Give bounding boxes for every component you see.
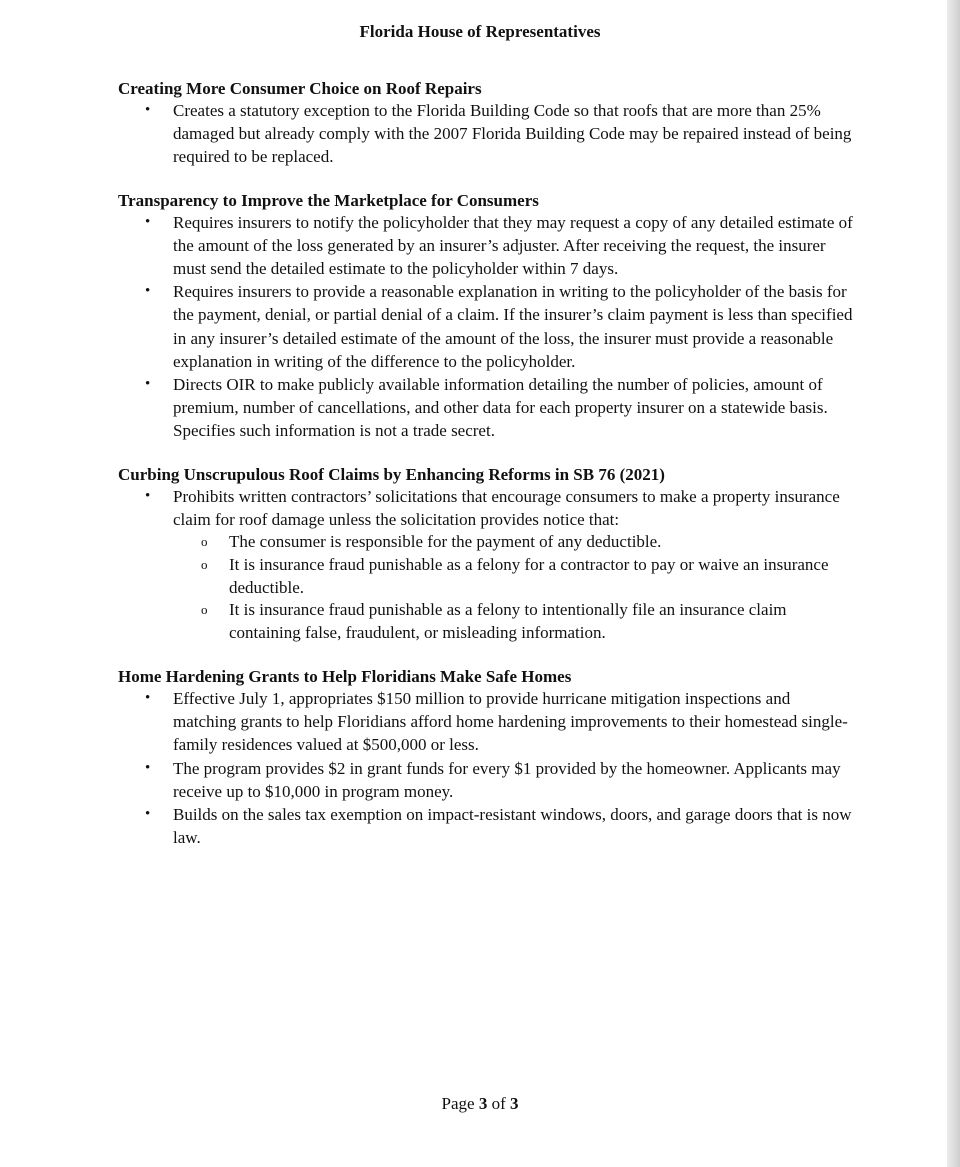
section-heading: Curbing Unscrupulous Roof Claims by Enhancing Reforms in SB 76 (2021)	[118, 464, 665, 484]
bullet-list	[118, 485, 853, 645]
list-item-text: Directs OIR to make publicly available information detailing the number of policies, amount of premium, number of cancellations, and other data for each property insurer on a statewide basis. Specifies such information is not a trade secret.	[173, 375, 828, 441]
sub-list-item	[173, 531, 853, 554]
page-number	[0, 1094, 960, 1114]
list-item-text: Requires insurers to provide a reasonable explanation in writing to the policyholder of the basis for the payment, denial, or partial denial of a claim. If the insurer’s claim payment is less than specified in any insurer’s detailed estimate of the amount of the loss, the insurer must provide a reasonable explanation in writing of the difference to the policyholder.	[173, 282, 853, 371]
list-item	[118, 211, 853, 281]
page-number-current: 3	[478, 1094, 488, 1113]
page-number-total: 3	[509, 1094, 519, 1113]
bullet-list	[118, 687, 853, 849]
section-home-hardening	[118, 666, 853, 849]
bullet-icon: •	[145, 283, 151, 300]
section-heading: Transparency to Improve the Marketplace for Consumers	[118, 190, 539, 210]
page-number-middle: of	[487, 1094, 510, 1113]
list-item	[118, 99, 853, 169]
hollow-bullet-icon: o	[201, 602, 208, 618]
list-item-text: The program provides $2 in grant funds for every $1 provided by the homeowner. Applicants may receive up to $10,000 in program money.	[173, 758, 841, 801]
bullet-list	[118, 211, 853, 443]
list-item	[118, 373, 853, 443]
hollow-bullet-icon: o	[201, 556, 208, 572]
sub-list-item	[173, 554, 853, 600]
list-item	[118, 687, 853, 757]
list-item-text: Effective July 1, appropriates $150 million to provide hurricane mitigation inspections and matching grants to help Floridians afford home hardening improvements to their homestead single-family residences valued at $500,000 or less.	[173, 689, 848, 755]
list-item	[118, 485, 853, 645]
document-body	[118, 78, 853, 870]
bullet-icon: •	[145, 376, 151, 393]
sub-list-item-text: The consumer is responsible for the payment of any deductible.	[229, 532, 662, 552]
sub-list-item	[173, 599, 853, 645]
bullet-icon: •	[145, 759, 151, 776]
page-number-prefix: Page	[441, 1094, 479, 1113]
list-item-text: Requires insurers to notify the policyholder that they may request a copy of any detailed estimate of the amount of the loss generated by an insurer’s adjuster. After receiving the request, the insurer must send the detailed estimate to the policyholder within 7 days.	[173, 212, 853, 279]
bullet-icon: •	[145, 690, 151, 707]
list-item	[118, 280, 853, 373]
list-item-text: Prohibits written contractors’ solicitations that encourage consumers to make a property insurance claim for roof damage unless the solicitation provides notice that:	[173, 486, 840, 529]
section-transparency	[118, 190, 853, 443]
sub-bullet-list	[173, 531, 853, 645]
list-item	[118, 757, 853, 803]
bullet-icon: •	[145, 487, 151, 504]
list-item	[118, 803, 853, 849]
section-heading: Home Hardening Grants to Help Floridians Make Safe Homes	[118, 667, 572, 687]
sub-list-item-text: It is insurance fraud punishable as a felony for a contractor to pay or waive an insurance deductible.	[229, 554, 829, 597]
hollow-bullet-icon: o	[201, 534, 208, 550]
list-item-text: Creates a statutory exception to the Florida Building Code so that roofs that are more than 25% damaged but already comply with the 2007 Florida Building Code may be repaired instead of being required to be replaced.	[173, 101, 852, 167]
page-edge-shadow	[947, 0, 960, 1167]
page-header-title: Florida House of Representatives	[359, 22, 601, 41]
bullet-list	[118, 99, 853, 169]
bullet-icon: •	[145, 213, 151, 230]
bullet-icon: •	[145, 806, 151, 823]
section-heading: Creating More Consumer Choice on Roof Repairs	[118, 79, 482, 98]
list-item-text: Builds on the sales tax exemption on impact-resistant windows, doors, and garage doors that is now law.	[173, 805, 852, 848]
sub-list-item-text: It is insurance fraud punishable as a felony to intentionally file an insurance claim containing false, fraudulent, or misleading information.	[229, 600, 787, 643]
bullet-icon: •	[145, 102, 151, 118]
section-roof-repairs	[118, 78, 853, 169]
section-roof-claims	[118, 464, 853, 645]
